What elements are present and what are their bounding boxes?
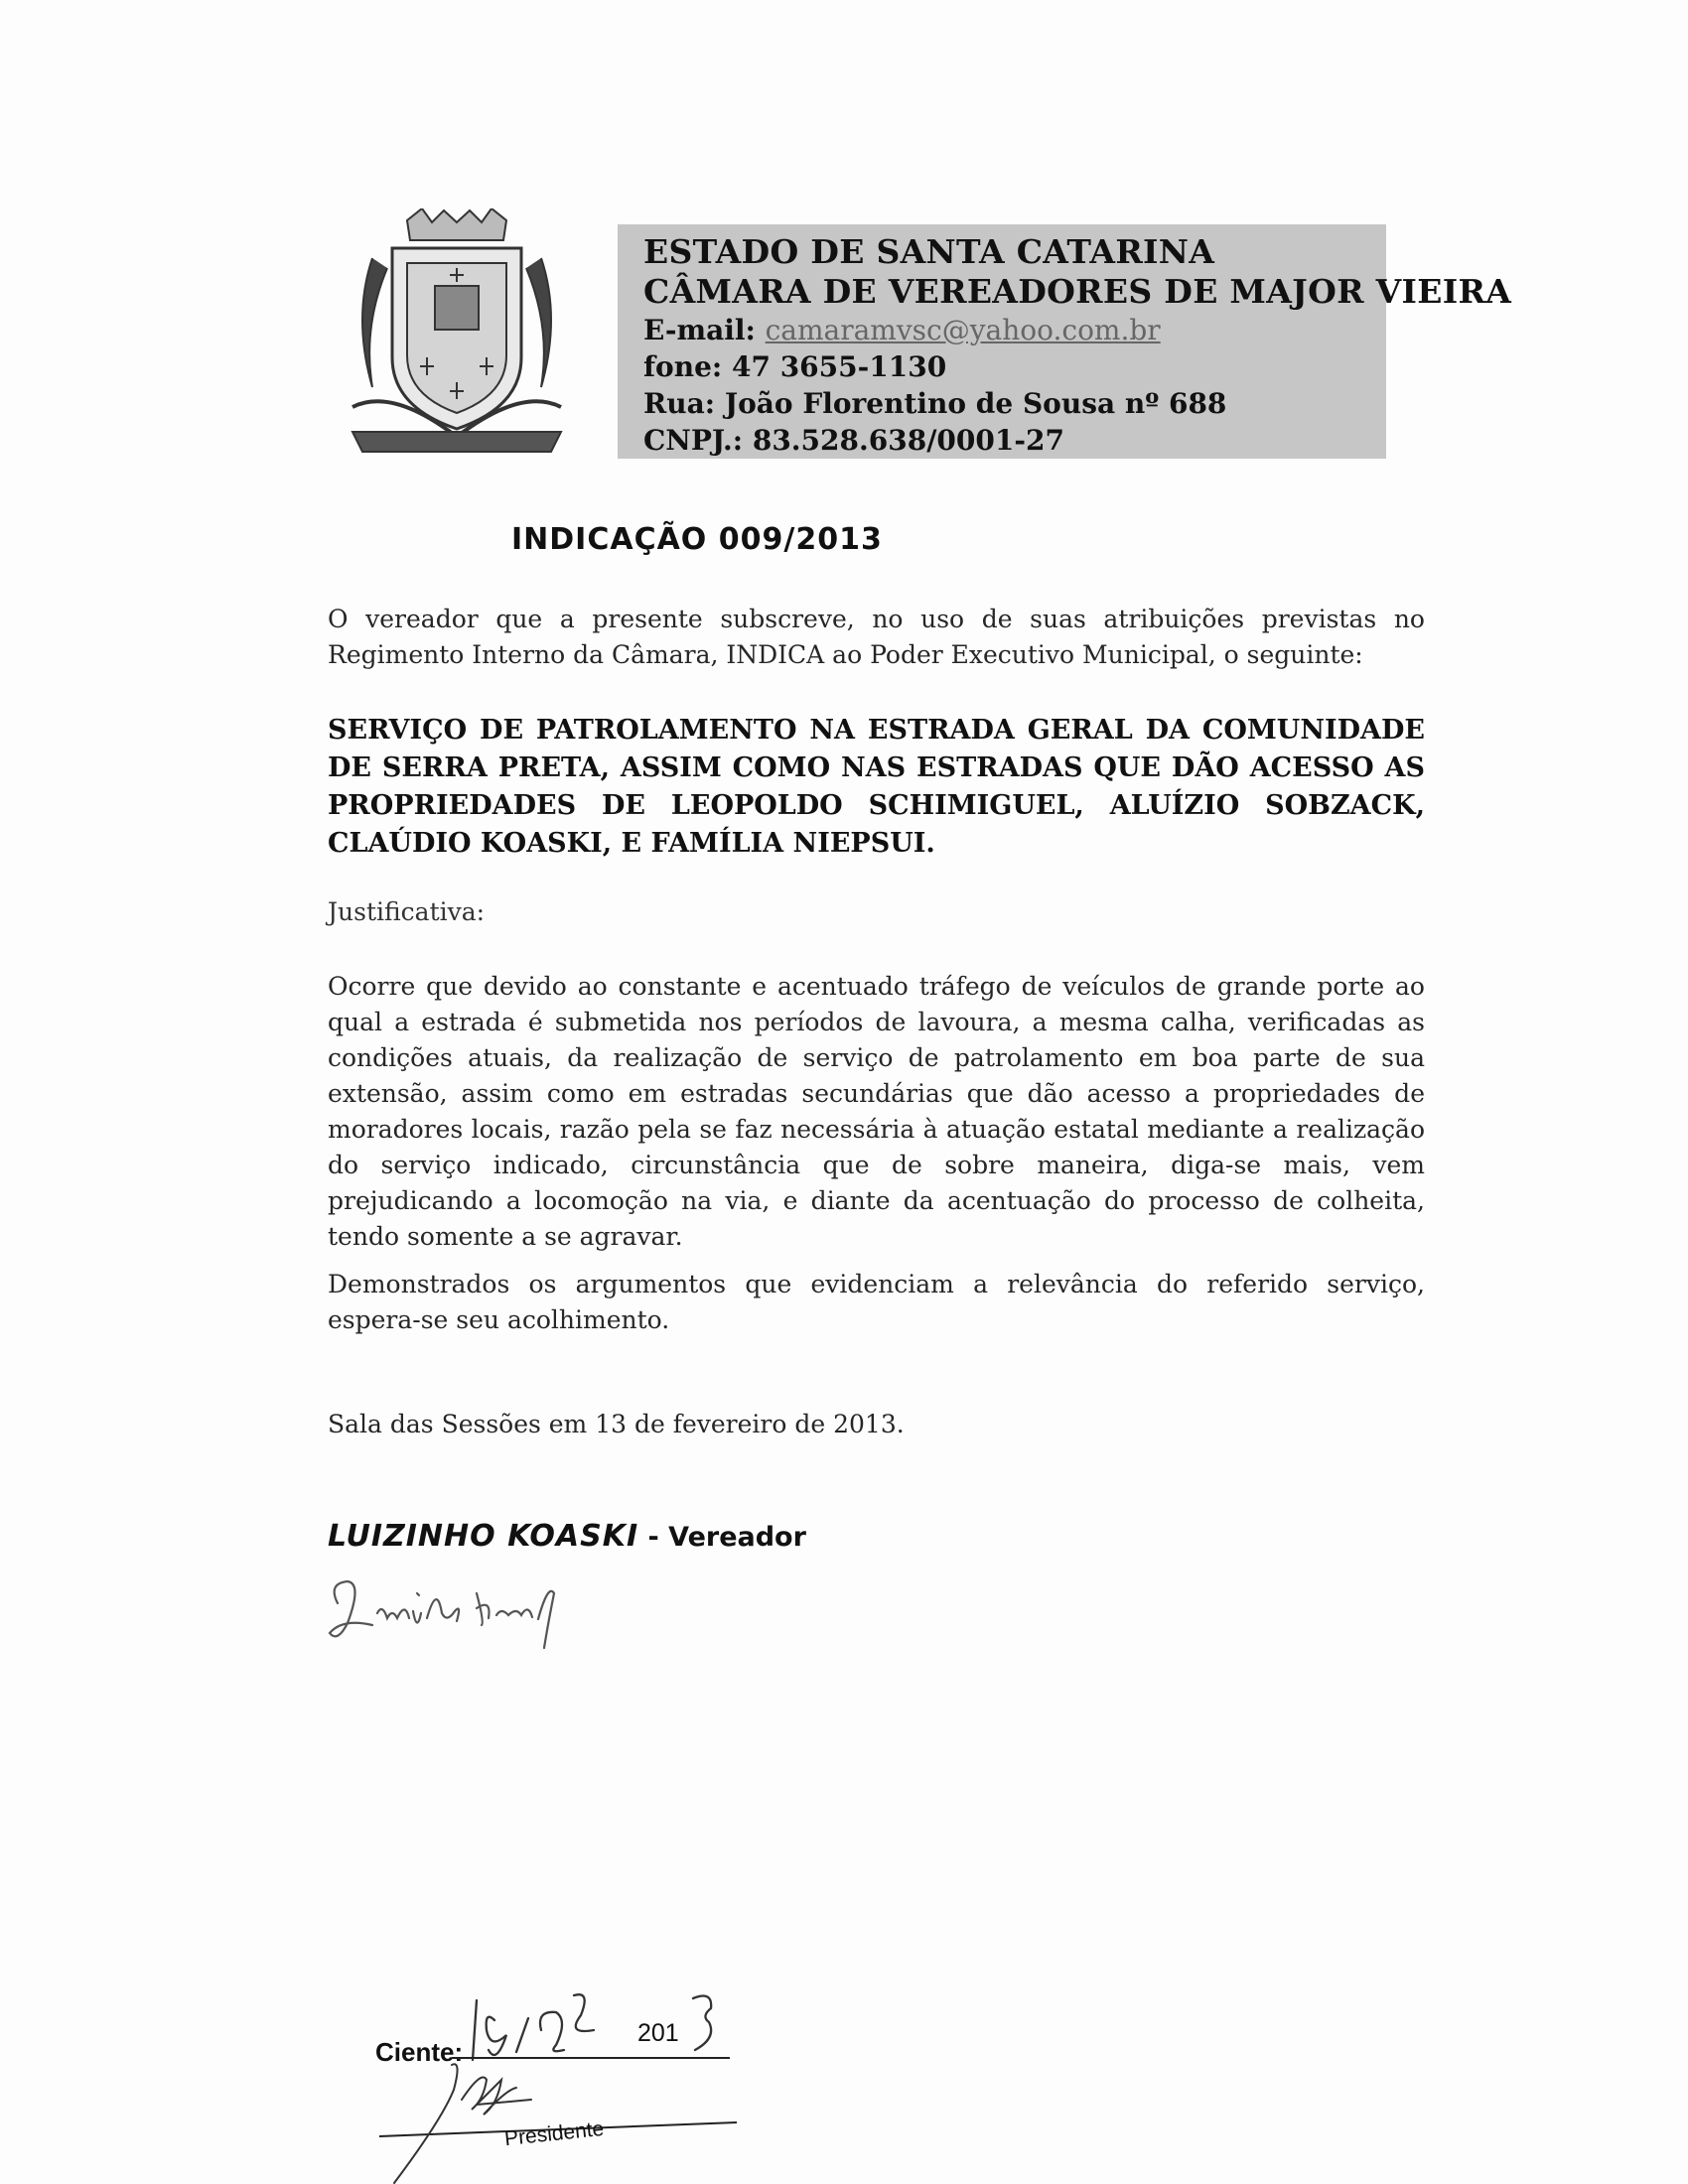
letterhead-email-line — [643, 312, 1386, 348]
coat-of-arms-icon — [333, 208, 581, 472]
place-date: Sala das Sessões em 13 de fevereiro de 2013. — [328, 1410, 905, 1438]
president-label: Presidente — [503, 2116, 606, 2151]
letterhead-address: Rua: João Florentino de Sousa nº 688 — [643, 387, 1227, 420]
handwritten-signature-icon — [318, 1564, 616, 1653]
letterhead-phone: fone: 47 3655-1130 — [643, 350, 947, 383]
email-label: E-mail: — [643, 314, 766, 346]
letterhead — [618, 224, 1512, 459]
justification-paragraph: Ocorre que devido ao constante e acentuado tráfego de veículos de grande porte ao qual a estrada é submetida nos períodos de lavoura, a mesma calha, verificadas as condições atuais, da realização de serviço de patrolamento em boa parte de sua extensão, assim como em estradas secundárias que dão acesso a propriedades de moradores locais, razão pela se faz necessária à atuação estatal mediante a realização do serviço indicado, circunstância que de sobre maneira, diga-se mais, vem prejudicando a locomoção na via, e diante da acentuação do processo de colheita, tendo somente a se agravar. — [328, 972, 1425, 1251]
author-role: - Vereador — [638, 1522, 806, 1553]
letterhead-cnpj: CNPJ.: 83.528.638/0001-27 — [643, 424, 1064, 457]
letterhead-state: ESTADO DE SANTA CATARINA — [643, 232, 1215, 271]
year-prefix: 201 — [637, 2019, 679, 2047]
email-link[interactable]: camaramvsc@yahoo.com.br — [765, 314, 1161, 346]
justification-text — [328, 969, 1425, 1255]
document-title: INDICAÇÃO 009/2013 — [511, 522, 883, 557]
ciente-label: Ciente: — [375, 2037, 464, 2067]
closing-block — [328, 1267, 1425, 1338]
subject-paragraph: SERVIÇO DE PATROLAMENTO NA ESTRADA GERAL DA COMUNIDADE DE SERRA PRETA, ASSIM COMO NAS ESTRADAS QUE DÃO ACESSO AS PROPRIEDADES DE LEOPOLDO SCHIMIGUEL, ALUÍZIO SOBZACK, CLAÚDIO KOASKI, E FAMÍLIA NIEPSUI. — [328, 715, 1425, 859]
ciente-line — [452, 2057, 730, 2059]
intro-paragraph: O vereador que a presente subscreve, no uso de suas atribuições previstas no Regimento Interno da Câmara, INDICA ao Poder Executivo Municipal, o seguinte: — [328, 605, 1425, 669]
closing-paragraph: Demonstrados os argumentos que evidenciam a relevância do referido serviço, espera-se seu acolhimento. — [328, 1270, 1425, 1334]
justification-label: Justificativa: — [328, 897, 486, 926]
letterhead-chamber: CÂMARA DE VEREADORES DE MAJOR VIEIRA — [643, 272, 1512, 311]
author-name: LUIZINHO KOASKI — [328, 1519, 639, 1554]
author-line — [328, 1519, 806, 1554]
